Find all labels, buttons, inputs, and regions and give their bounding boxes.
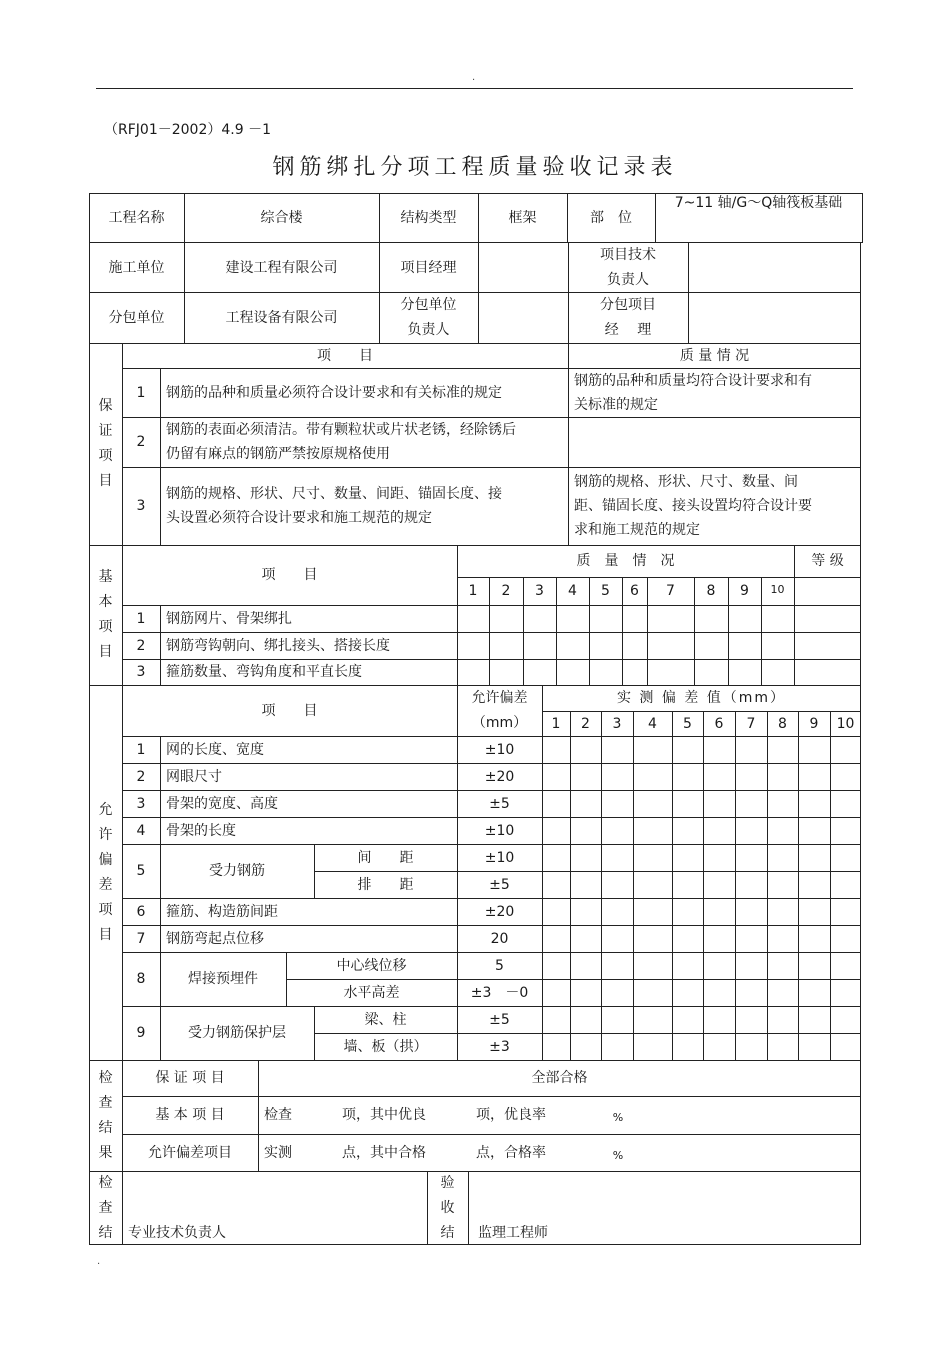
tolerance-col-item: 项 目 (261, 702, 318, 719)
tolerance-col-number: 1 (551, 715, 561, 732)
guarantee-side-label: 保 证 项 目 (98, 398, 113, 489)
guarantee-row-item: 钢筋的规格、形状、尺寸、数量、间距、锚固长度、接头设置必须符合设计要求和施工规范的规定 (166, 486, 502, 526)
tolerance-col-number: 9 (809, 715, 819, 732)
guarantee-row-quality: 钢筋的品种和质量均符合设计要求和有关标准的规定 (574, 372, 812, 413)
tolerance-sub-item: 间 距 (357, 849, 414, 866)
basic-col-number: 1 (468, 583, 478, 599)
basic-col-number: 7 (666, 583, 675, 599)
tolerance-col-number: 7 (746, 715, 756, 732)
structure-type-value: 框架 (508, 210, 537, 226)
basic-col-number: 3 (535, 583, 544, 599)
tolerance-row-no: 6 (136, 903, 146, 920)
check-tolerance-text: 实测 (264, 1144, 292, 1161)
guarantee-row-item: 钢筋的表面必须清洁。带有颗粒状或片状老锈，经除锈后仍留有麻点的钢筋严禁按原规格使用 (166, 422, 516, 462)
location-value: 7~11 轴/G～Q轴筏板基础 (674, 195, 843, 211)
header-rule (96, 88, 853, 89)
tolerance-row-no: 2 (136, 768, 146, 785)
guarantee-row-quality (568, 417, 824, 467)
tolerance-col-number: 6 (714, 715, 724, 732)
basic-side-label: 基 本 项 目 (98, 569, 113, 660)
tolerance-row-allow: ±3 －0 (470, 984, 529, 1001)
tolerance-col-number: 10 (836, 715, 855, 732)
tech-lead-label: 项目技术 负责人 (600, 246, 656, 288)
tolerance-row-allow: ±10 (484, 822, 515, 839)
tolerance-row-item: 箍筋、构造筋间距 (166, 903, 278, 920)
tolerance-col-number: 4 (648, 715, 657, 732)
tolerance-col-number: 5 (683, 715, 692, 732)
contractor-label: 施工单位 (108, 259, 165, 276)
tolerance-row-item: 网的长度、宽度 (166, 741, 264, 758)
signoff-left-side-label: 检 查 结 (98, 1174, 113, 1241)
check-guarantee-result: 全部合格 (531, 1070, 588, 1086)
tolerance-col-number: 8 (778, 715, 787, 732)
location-label: 部 位 (590, 210, 632, 226)
basic-row-item: 钢筋网片、骨架绑扎 (166, 610, 292, 627)
basic-row-no: 3 (136, 664, 146, 680)
basic-col-number: 10 (770, 583, 785, 596)
structure-type-label: 结构类型 (400, 210, 457, 226)
tolerance-row-no: 7 (136, 930, 146, 947)
tolerance-row-allow: 5 (495, 957, 504, 974)
tolerance-row-allow: ±10 (484, 849, 515, 866)
tolerance-row-allow: ±20 (484, 903, 515, 920)
check-basic-pct: % (612, 1111, 624, 1124)
check-basic-text: 项，优良率 (476, 1107, 546, 1123)
tolerance-col-number: 3 (612, 715, 622, 732)
tolerance-row-no: 8 (136, 971, 146, 987)
tolerance-row-item: 受力钢筋保护层 (188, 1025, 286, 1041)
tolerance-row-item: 受力钢筋 (209, 863, 265, 879)
tolerance-row-item: 钢筋弯起点位移 (166, 930, 264, 947)
form-code: （RFJ01－2002）4.9 －1 (104, 122, 271, 138)
page-marker-top: . (472, 72, 476, 83)
tolerance-row-no: 5 (136, 863, 146, 879)
tolerance-row-allow: ±3 (489, 1038, 510, 1055)
basic-row-item: 钢筋弯钩朝向、绑扎接头、搭接长度 (166, 637, 390, 654)
signoff-supervisor: 监理工程师 (478, 1225, 548, 1241)
signoff-right-side-label: 验 收 结 (440, 1174, 455, 1241)
guarantee-col-quality: 质 量 情 况 (679, 347, 750, 364)
page-title: 钢筋绑扎分项工程质量验收记录表 (272, 155, 678, 180)
basic-col-number: 4 (568, 583, 577, 599)
tolerance-row-allow: ±5 (489, 1011, 510, 1028)
tolerance-sub-item: 水平高差 (343, 984, 400, 1001)
tolerance-sub-item: 墙、板（拱） (343, 1038, 428, 1055)
tolerance-row-allow: ±5 (489, 795, 510, 812)
tolerance-col-allow: 允许偏差 （mm） (471, 689, 528, 731)
tolerance-col-measured: 实 测 偏 差 值（mm） (616, 690, 787, 706)
guarantee-row-no: 1 (136, 384, 146, 401)
tolerance-row-allow: ±5 (489, 876, 510, 893)
guarantee-row-quality: 钢筋的规格、形状、尺寸、数量、间距、锚固长度、接头设置均符合设计要求和施工规范的规定 (574, 474, 812, 538)
check-tolerance-pct: % (612, 1148, 624, 1162)
guarantee-row-no: 3 (136, 498, 146, 514)
check-tolerance-text: 点，合格率 (476, 1144, 546, 1161)
basic-col-number: 5 (601, 583, 610, 599)
check-basic-label: 基 本 项 目 (155, 1107, 225, 1123)
tolerance-row-item: 网眼尺寸 (166, 768, 222, 785)
tolerance-side-label: 允 许 偏 差 项 目 (98, 801, 113, 943)
project-name-label: 工程名称 (108, 210, 165, 226)
sub-lead-label: 分包单位 负责人 (400, 296, 457, 338)
tolerance-sub-item: 排 距 (357, 876, 414, 893)
tolerance-row-allow: ±10 (484, 741, 515, 758)
check-side-label: 检 查 结 果 (98, 1069, 113, 1161)
subcontractor-value: 工程设备有限公司 (225, 309, 338, 326)
basic-col-grade: 等 级 (811, 553, 844, 569)
signoff-tech-lead: 专业技术负责人 (128, 1225, 226, 1241)
basic-col-number: 8 (706, 583, 716, 599)
tolerance-row-no: 9 (136, 1025, 146, 1041)
guarantee-col-item: 项 目 (317, 347, 373, 364)
basic-col-number: 9 (740, 583, 749, 599)
basic-row-no: 2 (136, 637, 146, 654)
tolerance-row-allow: ±20 (484, 768, 515, 785)
tolerance-sub-item: 中心线位移 (336, 957, 407, 974)
basic-col-quality: 质 量 情 况 (576, 553, 675, 569)
basic-col-number: 2 (501, 583, 511, 599)
tolerance-row-allow: 20 (490, 930, 509, 947)
check-guarantee-label: 保 证 项 目 (155, 1070, 225, 1086)
check-basic-text: 项，其中优良 (342, 1107, 426, 1123)
pm-label: 项目经理 (400, 259, 457, 276)
check-basic-text: 检查 (264, 1107, 292, 1123)
tolerance-sub-item: 梁、柱 (364, 1011, 407, 1028)
basic-row-item: 箍筋数量、弯钩角度和平直长度 (166, 664, 362, 680)
project-name-value: 综合楼 (260, 210, 303, 226)
check-tolerance-text: 点，其中合格 (342, 1144, 426, 1161)
tolerance-row-item: 骨架的宽度、高度 (166, 795, 278, 812)
tolerance-col-number: 2 (581, 715, 590, 732)
basic-col-item: 项 目 (261, 567, 318, 583)
basic-row-no: 1 (136, 610, 146, 627)
guarantee-row-no: 2 (136, 434, 146, 450)
guarantee-row-item: 钢筋的品种和质量必须符合设计要求和有关标准的规定 (166, 384, 502, 401)
tolerance-row-item: 骨架的长度 (166, 822, 236, 839)
subcontractor-label: 分包单位 (108, 309, 165, 326)
tolerance-row-no: 4 (136, 822, 146, 839)
tolerance-row-no: 1 (136, 741, 146, 758)
page-marker-bottom: . (97, 1256, 101, 1267)
sub-pm-label: 分包项目 经 理 (600, 296, 656, 338)
contractor-value: 建设工程有限公司 (225, 259, 338, 276)
tolerance-row-item: 焊接预埋件 (188, 971, 258, 987)
tolerance-row-no: 3 (136, 795, 146, 812)
basic-col-number: 6 (630, 583, 639, 599)
check-tolerance-label: 允许偏差项目 (148, 1144, 232, 1161)
